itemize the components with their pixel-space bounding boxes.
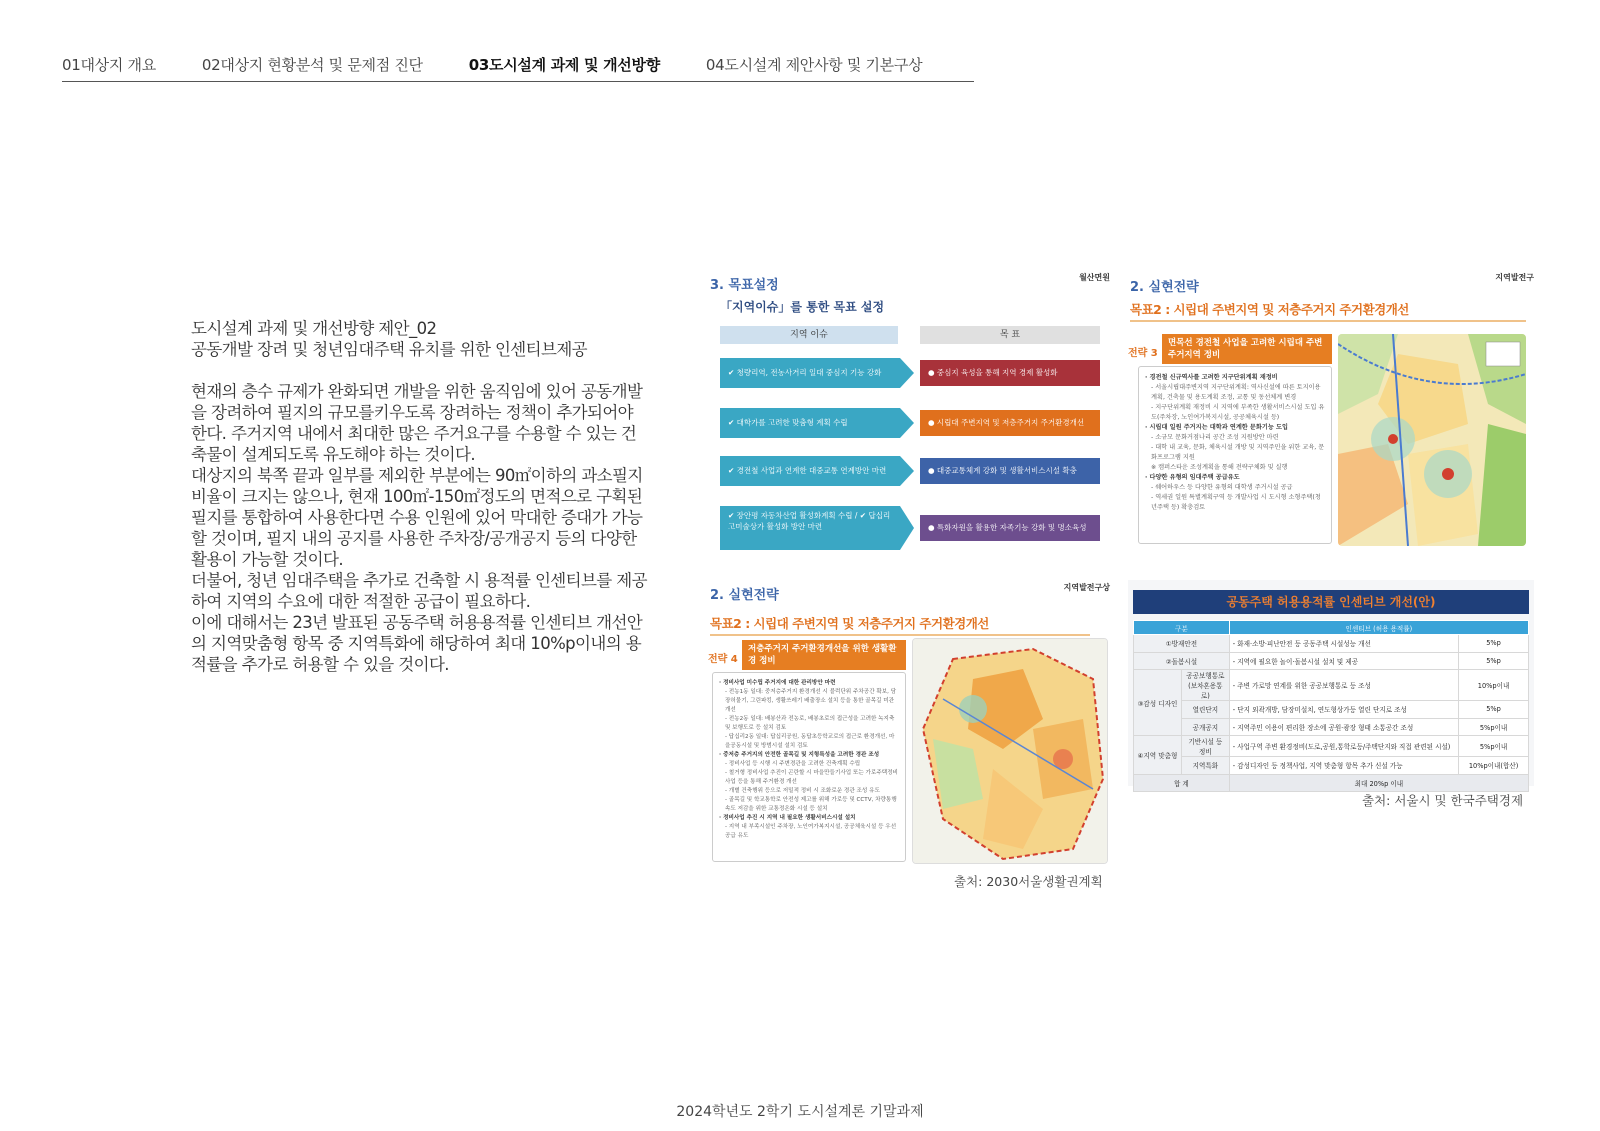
incentive-table-figure [1128,580,1534,786]
strategy3-figure [1128,268,1534,558]
goal-cell: ● 대중교통체계 강화 및 생활서비스시설 확충 [920,458,1100,484]
goal-cell: ● 시립대 주변지역 및 저층주거지 주거환경개선 [920,410,1100,436]
figure-title: 2. 실현전략 [1130,280,1199,295]
header-incentive: 인센티브 (허용 용적률) [1229,621,1528,635]
goal-row [720,506,1100,550]
arrow-icon [900,506,914,550]
nav-tab-proposal[interactable]: 04도시설계 제안사항 및 기본구상 [705,56,923,74]
strategy-badge: 전략 4 [708,654,738,665]
strategy-box: 저층주거지 주거환경개선을 위한 생활환경 정비 [742,640,906,670]
goal-row [720,358,1100,388]
figure-title: 2. 실현전략 [710,588,779,603]
table-row: 열린단지 - 단지 외곽개방, 담장미설치, 연도형상가등 열린 단지로 조성 5%p [1134,701,1529,719]
arrow-icon [900,456,914,486]
section-heading: 공동개발 장려 및 청년임대주택 유치를 위한 인센티브제공 [191,340,588,359]
paragraph-4: 이에 대해서는 23년 발표된 공동주택 허용용적률 인센티브 개선안의 지역맞춤형 항목 중 지역특화에 해당하여 최대 10%p이내의 용적률을 추가로 허용할 수 있을 것이다. [191,613,643,674]
strategy4-map [912,638,1108,864]
strategy-badge: 전략 3 [1128,348,1158,359]
table-row: 공개공지 - 지역주민 이용이 편리한 장소에 공원·광장 형태 소통공간 조성 5%p이내 [1134,718,1529,736]
nav-tab-overview[interactable]: 01대상지 개요 [62,56,156,74]
goal-heading: 목표2 : 시립대 주변지역 및 저층주거지 주거환경개선 [1130,302,1409,317]
figure-org-label: 월산면원 [1079,273,1110,282]
paragraph-2: 대상지의 북쪽 끝과 일부를 제외한 부분에는 90㎡이하의 과소필지 비율이 크지는 않으나, 현재 100㎡-150㎡정도의 면적으로 구획된 필지를 통합하여 사용한다면 수용 인원에 있어 막대한 증대가 가능할 것이며, 필지 내의 공지를 사용한 주차장/공개공지 등의 다양한 활용이 가능할 것이다. [191,466,643,569]
goal-row [720,408,1100,438]
goal-cell: ● 중심지 육성을 통해 지역 경제 활성화 [920,360,1100,386]
divider [710,634,1090,636]
table-row: ③감성 디자인 공공보행통로(보차혼용통로) - 주변 가로망 연계를 위한 공공보행통로 등 조성 10%p이내 [1134,670,1529,701]
nav-tab-analysis[interactable]: 02대상지 현황분석 및 문제점 진단 [201,56,423,74]
table-row: 지역특화 - 감성디자인 등 정책사업, 지역 맞춤형 항목 추가 신설 가능 10%p이내(합산) [1134,757,1529,775]
issue-cell: ✔ 청량리역, 전농사거리 일대 중심지 기능 강화 [720,358,900,388]
goal-heading: 목표2 : 시립대 주변지역 및 저층주거지 주거환경개선 [710,616,989,631]
page-footer: 2024학년도 2학기 도시설계론 기말과제 [676,1104,924,1120]
nav-tab-design-tasks[interactable]: 03도시설계 과제 및 개선방향 [468,56,660,74]
table-row: ②돌봄시설 - 지역에 필요한 놀이·돌봄시설 설치 및 제공 5%p [1134,652,1529,670]
table-row: ①방재안전 - 화재·소방·피난안전 등 공동주택 시설성능 개선 5%p [1134,635,1529,653]
strategy4-figure [706,578,1110,866]
strategy-bullets: · 정비사업 미수립 주거지에 대한 관리방안 마련 - 전농1동 일대: 중저층주거지 환경개선 시 블럭단위 주차공간 확보, 담장허물기, 그린파킹, 생활쓰레기 배출장소 설치 등을 통한 골목길 미관개선 - 전농2동 일대: 배봉산과 전농로, 배봉초로의 접근성을 고려한 녹지축 및 보행도로 등 설치 검토 - 답십리2동 일대: 답십리공원, 동답초등학교로의 접근로 환경개선, 마을공동시설 및 방범시설 설치 검토 · 중저층 주거지의 안전한 골목길 및 지형특성을 고려한 경관 조성 - 정비사업 등 시행 시 주변경관을 고려한 건축계획 수립 - 철거형 정비사업 추진이 곤란할 시 마을만들기사업 또는 가로주택정비사업 등을 통해 주거환경 개선 - 개별 건축행위 등으로 저밀적 정비 시 조화로운 경관 조성 유도 - 골목길 및 학교통학로 안전성 제고를 위해 가로등 및 CCTV, 차량통행속도 저감을 위한 교통정온화 시설 등 설치 · 정비사업 추진 시 지역 내 필요한 생활서비스시설 설치 - 지역 내 부족시설인 주차장, 노인여가복지시설, 공공체육시설 등 우선 공급 유도 [712,672,906,862]
header-category: 구분 [1134,621,1230,635]
table-total-row: 합 계 최대 20%p 이내 [1134,774,1529,792]
issue-cell: ✔ 경전철 사업과 연계한 대중교통 연계방안 마련 [720,456,900,486]
figure-org-label: 지역발전구 [1495,273,1534,282]
paragraph-1: 현재의 층수 규제가 완화되면 개발을 위한 움직임에 있어 공동개발을 장려하여 필지의 규모를키우도록 장려하는 정책이 추가되어야 한다. 주거지역 내에서 최대한 많은 주거요구를 수용할 수 있는 건축물이 설계되도록 유도해야 하는 것이다. [191,382,643,464]
issue-cell: ✔ 대학가를 고려한 맞춤형 계획 수립 [720,408,900,438]
incentive-table [1133,620,1529,792]
column-header-issue: 지역 이슈 [720,326,898,344]
arrow-icon [900,358,914,388]
table-title: 공동주택 허용용적률 인센티브 개선(안) [1133,590,1529,614]
table-row: ④지역 맞춤형 기반시설 등 정비 - 사업구역 주변 환경정비(도로,공원,통학로등/주택단지와 직접 관련된 시설) 5%p이내 [1134,736,1529,757]
strategy-box: 면목선 경전철 사업을 고려한 시립대 주변 주거지역 정비 [1162,334,1332,364]
column-header-goal: 목 표 [920,326,1100,344]
strategy-bullets: · 경전철 신규역사를 고려한 지구단위계획 재정비 - 서울시립대주변지역 지구단위계획: 역사신설에 따른 토지이용계획, 건축물 및 용도계획 조정, 교통 및 동선체계 변경 - 지구단위계획 재정비 시 지역에 부족한 생활서비스시설 도입 유도(주차장, 노인여가복지시설, 공공체육시설 등) · 시립대 일원 주거지는 대학과 연계한 문화기능 도입 - 소규모 문화거점나리 공간 조성 지원방안 마련 - 대학 내 교육, 문화, 체육시설 개방 및 지역주민을 위한 교육, 문화프로그램 지원 ※ 캠퍼스타운 조성계획을 통해 전략구체화 및 실행 · 다양한 유형의 임대주택 공급유도 - 쉐어하우스 등 다양한 유형의 대학생 주거시설 공급 - 역세권 일원 특별계획구역 등 개발사업 시 도시형 소형주택(청년주택 등) 확충검토 [1138,366,1332,544]
figure-subtitle: 「지역이슈」를 통한 목표 설정 [720,300,885,314]
goal-cell: ● 특화자원을 활용한 자족기능 강화 및 명소육성 [920,515,1100,541]
strategy3-map [1338,334,1526,546]
divider [1130,320,1526,322]
section-subtitle: 도시설계 과제 및 개선방향 제안_02 [191,319,437,338]
source-caption-1: 출처: 2030서울생활권계획 [954,874,1103,889]
table-header-row [1134,621,1529,635]
figure-title: 3. 목표설정 [710,278,779,293]
issue-cell: ✔ 장안평 자동차산업 활성화계획 수립 / ✔ 답십리 고미술상가 활성화 방안 마련 [720,506,900,550]
figure-org-label: 지역발전구상 [1063,583,1110,592]
main-text [191,318,651,675]
goal-row [720,456,1100,486]
source-caption-2: 출처: 서울시 및 한국주택경제 [1362,793,1524,808]
goal-setting-figure [706,268,1110,558]
arrow-icon [900,408,914,438]
top-navigation [62,54,974,82]
paragraph-3: 더불어, 청년 임대주택을 추가로 건축할 시 용적률 인센티브를 제공하여 지역의 수요에 대한 적절한 공급이 필요하다. [191,571,647,611]
